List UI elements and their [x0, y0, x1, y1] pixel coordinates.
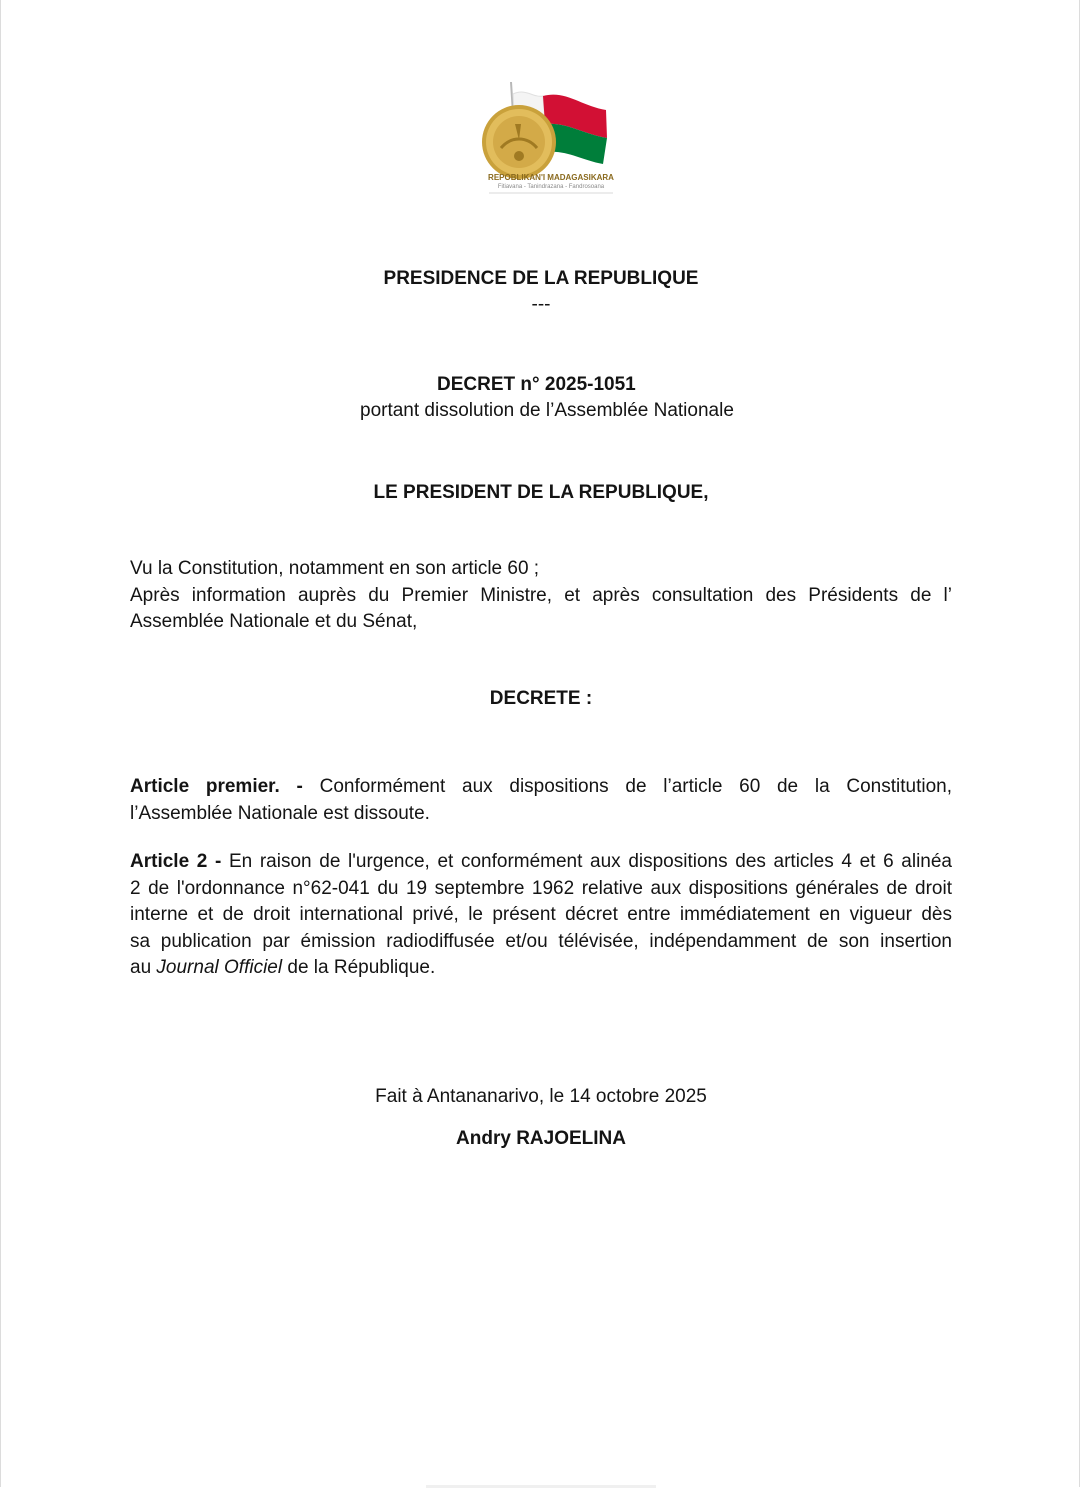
recital-line-3: Assemblée Nationale et du Sénat, [130, 611, 418, 632]
emblem-line1: REPOBLIKAN'I MADAGASIKARA [488, 173, 614, 182]
recital-line-2: Après information auprès du Premier Ministre, et après consultation des Présidents de l’ [130, 584, 952, 606]
emblem-line2: Fitiavana - Tanindrazana - Fandrosoana [497, 184, 605, 190]
article-2-line-3: interne et de droit international privé, le présent décret entre immédiatement en vigueur dès [130, 904, 952, 925]
article-2-line-5-post: de la République. [282, 957, 436, 978]
article-1-text-a: Conformément aux dispositions de l’article 60 de la Constitution, [302, 776, 953, 797]
footer-mark [426, 1478, 656, 1487]
article-2 [130, 849, 952, 982]
article-1 [130, 774, 952, 827]
journal-officiel-title: Journal Officiel [156, 957, 283, 978]
republic-emblem-icon [471, 76, 636, 196]
article-2-line-1: En raison de l'urgence, et conformément aux dispositions des articles 4 et 6 alinéa [221, 851, 952, 872]
institution-heading: PRESIDENCE DE LA REPUBLIQUE [383, 268, 699, 289]
decree-number: DECRET n° 2025-1051 [437, 374, 636, 395]
recital-line-1: Vu la Constitution, notamment en son article 60 ; [130, 558, 540, 579]
authority-heading: LE PRESIDENT DE LA REPUBLIQUE, [373, 482, 709, 503]
recitals [130, 556, 952, 636]
decree-subject: portant dissolution de l’Assemblée Nationale [360, 400, 734, 421]
header-separator: --- [531, 294, 551, 315]
article-2-line-5-pre: au [130, 957, 157, 978]
decrees-heading: DECRETE : [489, 688, 593, 709]
signatory-name: Andry RAJOELINA [456, 1128, 626, 1149]
article-2-label: Article 2 - [130, 851, 222, 872]
article-1-label: Article premier. - [130, 776, 303, 797]
article-2-line-2: 2 de l'ordonnance n°62-041 du 19 septembre 1962 relative aux dispositions générales de droit [130, 877, 952, 899]
article-1-text-b: l’Assemblée Nationale est dissoute. [130, 802, 430, 824]
place-and-date: Fait à Antananarivo, le 14 octobre 2025 [375, 1086, 707, 1107]
article-2-line-4: sa publication par émission radiodiffusée et/ou télévisée, indépendamment de son insertion [130, 930, 952, 952]
